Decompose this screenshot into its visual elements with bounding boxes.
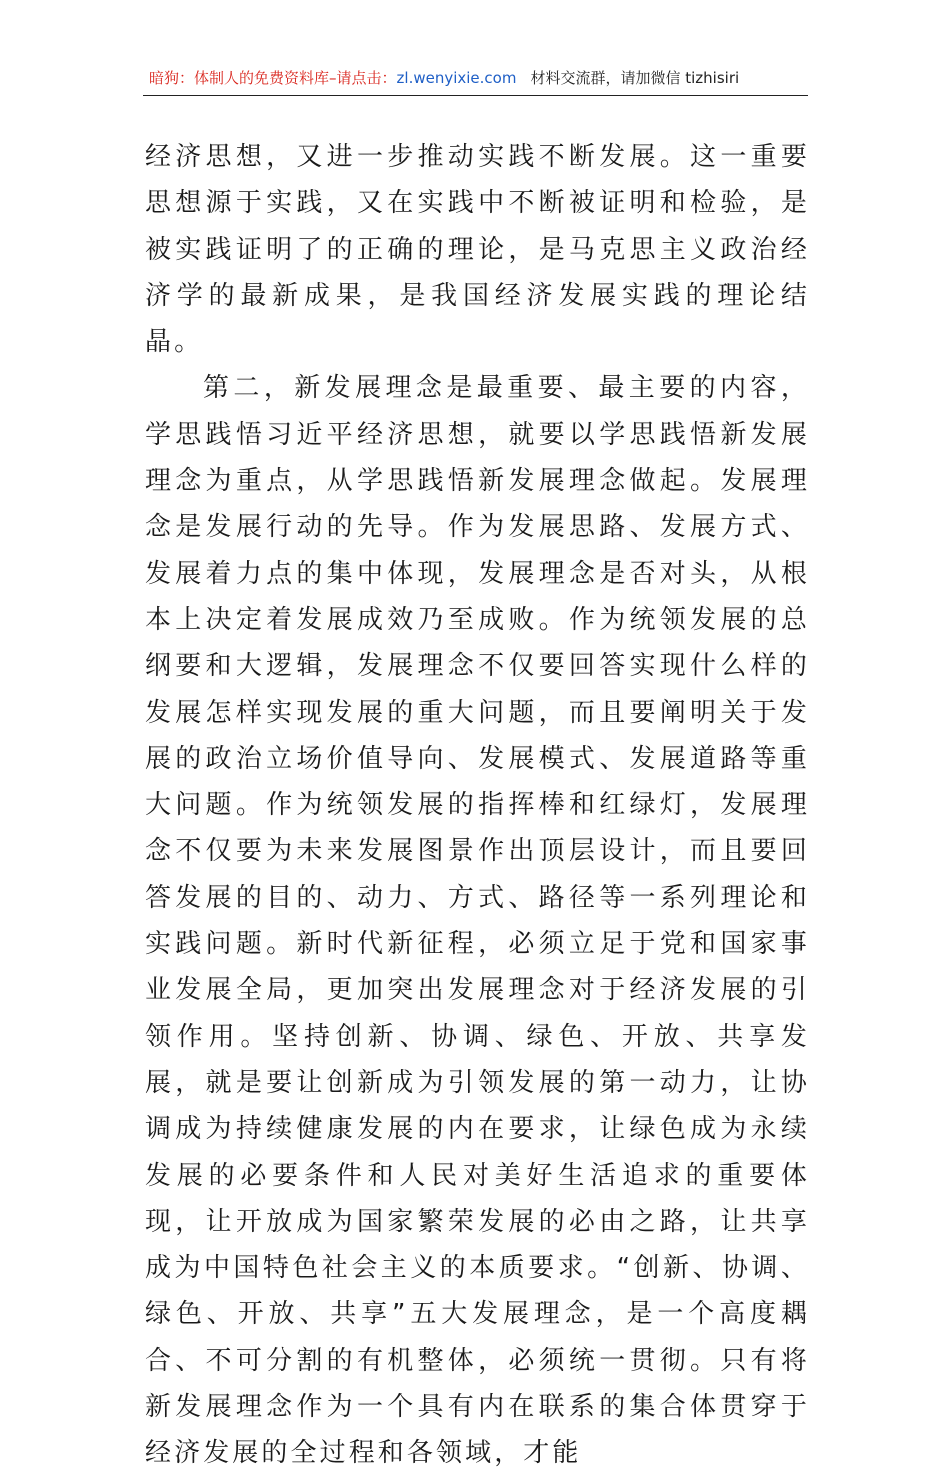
header-prompt: –请点击：	[329, 69, 397, 87]
header-link[interactable]: zl.wenyixie.com	[396, 69, 517, 87]
document-body	[145, 134, 810, 1477]
header-brand: 暗狗：体制人的免费资料库	[149, 69, 330, 87]
paragraph-second-point: 第二，新发展理念是最重要、最主要的内容，学思践悟习近平经济思想，就要以学思践悟新发展理念为重点，从学思践悟新发展理念做起。发展理念是发展行动的先导。作为发展思路、发展方式、发展着力点的集中体现，发展理念是否对头，从根本上决定着发展成效乃至成败。作为统领发展的总纲要和大逻辑，发展理念不仅要回答实现什么样的发展怎样实现发展的重大问题，而且要阐明关于发展的政治立场价值导向、发展模式、发展道路等重大问题。作为统领发展的指挥棒和红绿灯，发展理念不仅要为未来发展图景作出顶层设计，而且要回答发展的目的、动力、方式、路径等一系列理论和实践问题。新时代新征程，必须立足于党和国家事业发展全局，更加突出发展理念对于经济发展的引领作用。坚持创新、协调、绿色、开放、共享发展，就是要让创新成为引领发展的第一动力，让协调成为持续健康发展的内在要求，让绿色成为永续发展的必要条件和人民对美好生活追求的重要体现，让开放成为国家繁荣发展的必由之路，让共享成为中国特色社会主义的本质要求。“创新、协调、绿色、开放、共享”五大发展理念，是一个高度耦合、不可分割的有机整体，必须统一贯彻。只有将新发展理念作为一个具有内在联系的集合体贯穿于经济发展的全过程和各领域，才能	[145, 373, 810, 1469]
page-header	[143, 62, 808, 96]
paragraph-continuation: 经济思想，又进一步推动实践不断发展。这一重要思想源于实践，又在实践中不断被证明和检验，是被实践证明了的正确的理论，是马克思主义政治经济学的最新成果，是我国经济发展实践的理论结晶。	[145, 142, 810, 358]
header-line	[149, 66, 739, 90]
header-contact: 材料交流群，请加微信 tizhisiri	[530, 69, 740, 87]
